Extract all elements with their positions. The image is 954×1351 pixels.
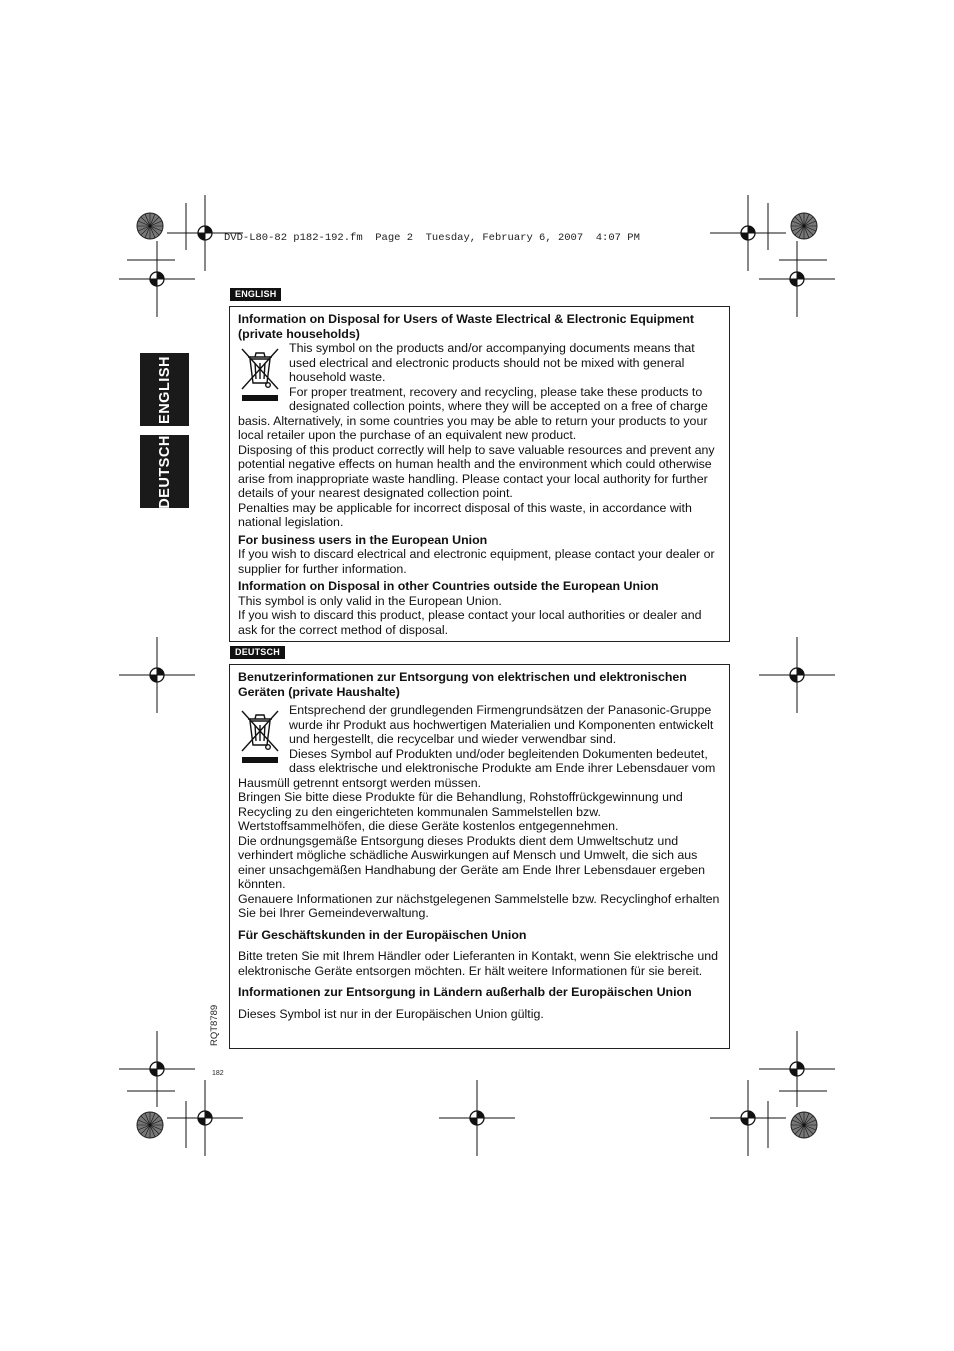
side-tab-deutsch xyxy=(140,435,189,508)
deutsch-paragraph-7: Dieses Symbol ist nur in der Europäischen Union gültig. xyxy=(238,1006,544,1021)
english-paragraph-2: For proper treatment, recovery and recycling, please take these products to designated collection points, where they will be accepted on a free of charge basis. Alternatively, in some countries you may be able to return your products to your local retailer upon the purchase of an equivalent new product. xyxy=(238,384,708,442)
deutsch-section-tag: DEUTSCH xyxy=(230,646,285,659)
crossed-out-wheelie-bin-icon xyxy=(238,343,282,405)
english-paragraph-6: This symbol is only valid in the European Union. xyxy=(238,593,502,608)
deutsch-paragraph-3: Bringen Sie bitte diese Produkte für die Behandlung, Rohstoffrückgewinnung und Recycling zu den eingerichteten kommunalen Sammelstellen bzw. Wertstoffsammelhöfen, die diese Geräte kostenlos entgegennehmen. xyxy=(238,790,683,833)
deutsch-paragraph-5: Genauere Informationen zur nächstgelegenen Sammelstelle bzw. Recyclinghof erhalten Sie bei Ihrer Gemeindeverwaltung. xyxy=(238,891,720,920)
english-disposal-box xyxy=(229,306,730,642)
side-tab-deutsch-label: DEUTSCH xyxy=(156,434,173,509)
deutsch-paragraph-1: Entsprechend der grundlegenden Firmengrundsätzen der Panasonic-Gruppe wurde ihr Produkt aus hochwertigen Materialien und Komponenten entwickelt und hergestellt, die recycelbar und wieder verwendbar sind. xyxy=(289,703,714,746)
side-tab-english-label: ENGLISH xyxy=(156,355,173,424)
english-paragraph-3: Disposing of this product correctly will help to save valuable resources and prevent any potential negative effects on human health and the environment which could otherwise arise from inappropriate waste handling. Please contact your local authority for further details of your nearest designated collection point. xyxy=(238,442,715,500)
english-paragraph-7: If you wish to discard this product, please contact your local authorities or dealer and ask for the correct method of disposal. xyxy=(238,608,702,637)
side-tab-english xyxy=(140,353,189,426)
document-code: RQT8789 xyxy=(209,1004,220,1046)
deutsch-title: Benutzerinformationen zur Entsorgung von elektrischen und elektronischen Geräten (private Haushalte) xyxy=(238,670,687,699)
crossed-out-wheelie-bin-icon xyxy=(238,705,282,767)
english-section-tag: ENGLISH xyxy=(230,288,281,301)
deutsch-outside-eu-heading: Informationen zur Entsorgung in Ländern außerhalb der Europäischen Union xyxy=(238,985,692,999)
file-header-line: DVD-L80-82 p182-192.fm Page 2 Tuesday, February 6, 2007 4:07 PM xyxy=(224,232,640,244)
deutsch-paragraph-6: Bitte treten Sie mit Ihrem Händler oder Lieferanten in Kontakt, wenn Sie elektrische und elektronische Geräte entsorgen möchten. Er hält weitere Informationen für sie bereit. xyxy=(238,949,719,978)
english-business-heading: For business users in the European Union xyxy=(238,532,488,547)
deutsch-disposal-box xyxy=(229,664,730,1049)
page-number: 182 xyxy=(212,1070,224,1077)
deutsch-paragraph-4: Die ordnungsgemäße Entsorgung dieses Produkts dient dem Umweltschutz und verhindert mögliche schädliche Auswirkungen auf Mensch und Umwelt, die sich aus einer unsachgemäßen Handhabung der Geräte am Ende Ihrer Lebensdauer ergeben könnten. xyxy=(238,833,706,891)
deutsch-business-heading: Für Geschäftskunden in der Europäischen Union xyxy=(238,927,527,942)
english-outside-eu-heading: Information on Disposal in other Countries outside the European Union xyxy=(238,579,659,593)
english-paragraph-4: Penalties may be applicable for incorrect disposal of this waste, in accordance with national legislation. xyxy=(238,500,692,529)
english-title: Information on Disposal for Users of Waste Electrical & Electronic Equipment (private households) xyxy=(238,312,695,341)
deutsch-paragraph-2: Dieses Symbol auf Produkten und/oder begleitenden Dokumenten bedeutet, dass elektrische und elektronische Produkte am Ende ihrer Lebensdauer vom Hausmüll getrennt entsorgt werden müssen. xyxy=(238,746,716,790)
english-paragraph-5: If you wish to discard electrical and electronic equipment, please contact your dealer or supplier for further information. xyxy=(238,547,715,576)
english-paragraph-1: This symbol on the products and/or accompanying documents means that used electrical and electronic products should not be mixed with general household waste. xyxy=(289,341,695,384)
